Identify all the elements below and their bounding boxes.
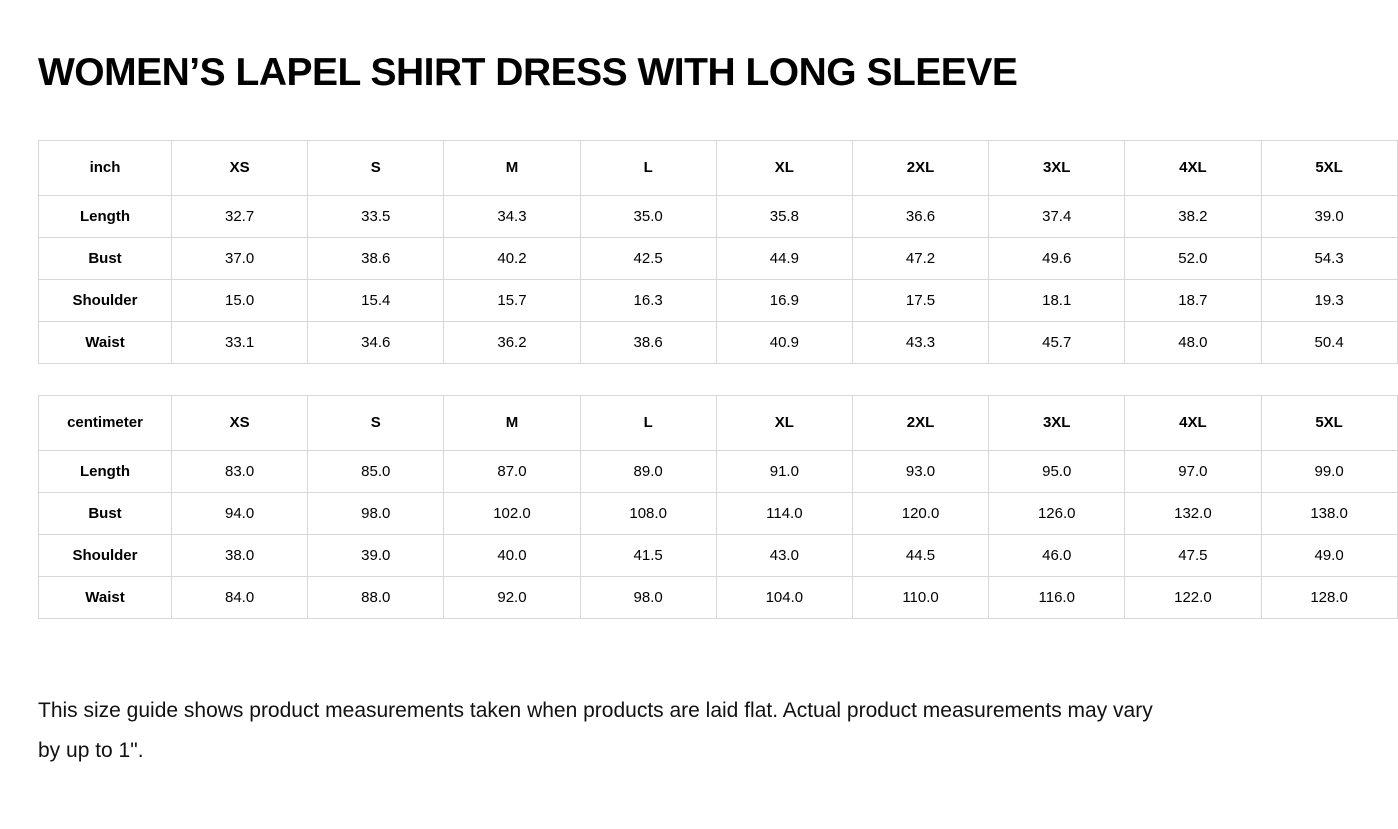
cell: 102.0: [444, 492, 580, 534]
cell: 46.0: [989, 534, 1125, 576]
cell: 47.2: [852, 237, 988, 279]
table-row: [39, 195, 1398, 237]
table-row: [39, 237, 1398, 279]
cell: 104.0: [716, 576, 852, 618]
cell: 44.9: [716, 237, 852, 279]
cell: 40.9: [716, 321, 852, 363]
unit-header-centimeter: centimeter: [39, 395, 172, 450]
cell: 87.0: [444, 450, 580, 492]
cell: 92.0: [444, 576, 580, 618]
cell: 40.0: [444, 534, 580, 576]
cell: 43.3: [852, 321, 988, 363]
size-header-xs: XS: [172, 140, 308, 195]
unit-header-inch: inch: [39, 140, 172, 195]
row-label-length: Length: [39, 195, 172, 237]
row-label-bust: Bust: [39, 237, 172, 279]
size-header-xl: XL: [716, 395, 852, 450]
cell: 37.4: [989, 195, 1125, 237]
cell: 41.5: [580, 534, 716, 576]
row-label-length: Length: [39, 450, 172, 492]
table-row: [39, 321, 1398, 363]
cell: 18.7: [1125, 279, 1261, 321]
size-header-2xl: 2XL: [852, 140, 988, 195]
table-header-row: [39, 140, 1398, 195]
cell: 18.1: [989, 279, 1125, 321]
cell: 97.0: [1125, 450, 1261, 492]
cell: 15.0: [172, 279, 308, 321]
cell: 33.5: [308, 195, 444, 237]
cell: 49.6: [989, 237, 1125, 279]
cell: 88.0: [308, 576, 444, 618]
cell: 39.0: [308, 534, 444, 576]
cell: 84.0: [172, 576, 308, 618]
table-header-row: [39, 395, 1398, 450]
cell: 15.4: [308, 279, 444, 321]
cell: 83.0: [172, 450, 308, 492]
inch-table-container: [38, 140, 1344, 364]
cell: 39.0: [1261, 195, 1397, 237]
table-header-centimeter: [39, 395, 1398, 450]
cell: 50.4: [1261, 321, 1397, 363]
table-row: [39, 576, 1398, 618]
cell: 40.2: [444, 237, 580, 279]
cell: 126.0: [989, 492, 1125, 534]
cell: 19.3: [1261, 279, 1397, 321]
size-table-inch: [38, 140, 1398, 364]
table-header-inch: [39, 140, 1398, 195]
cell: 36.6: [852, 195, 988, 237]
cell: 35.8: [716, 195, 852, 237]
cell: 38.6: [580, 321, 716, 363]
cell: 98.0: [580, 576, 716, 618]
cell: 47.5: [1125, 534, 1261, 576]
size-header-2xl: 2XL: [852, 395, 988, 450]
size-header-3xl: 3XL: [989, 395, 1125, 450]
size-header-l: L: [580, 140, 716, 195]
cell: 52.0: [1125, 237, 1261, 279]
cell: 32.7: [172, 195, 308, 237]
table-row: [39, 450, 1398, 492]
cell: 17.5: [852, 279, 988, 321]
size-header-3xl: 3XL: [989, 140, 1125, 195]
cell: 99.0: [1261, 450, 1397, 492]
size-header-xl: XL: [716, 140, 852, 195]
cell: 114.0: [716, 492, 852, 534]
size-header-s: S: [308, 395, 444, 450]
cell: 37.0: [172, 237, 308, 279]
cell: 98.0: [308, 492, 444, 534]
cell: 108.0: [580, 492, 716, 534]
cell: 91.0: [716, 450, 852, 492]
cell: 120.0: [852, 492, 988, 534]
cell: 89.0: [580, 450, 716, 492]
cell: 42.5: [580, 237, 716, 279]
size-header-m: M: [444, 140, 580, 195]
row-label-bust: Bust: [39, 492, 172, 534]
cell: 35.0: [580, 195, 716, 237]
cell: 34.6: [308, 321, 444, 363]
cell: 48.0: [1125, 321, 1261, 363]
cell: 49.0: [1261, 534, 1397, 576]
cell: 94.0: [172, 492, 308, 534]
cell: 16.3: [580, 279, 716, 321]
size-header-l: L: [580, 395, 716, 450]
cell: 138.0: [1261, 492, 1397, 534]
table-row: [39, 492, 1398, 534]
size-header-xs: XS: [172, 395, 308, 450]
row-label-shoulder: Shoulder: [39, 279, 172, 321]
cell: 85.0: [308, 450, 444, 492]
size-header-4xl: 4XL: [1125, 395, 1261, 450]
cell: 132.0: [1125, 492, 1261, 534]
size-header-s: S: [308, 140, 444, 195]
page-title: WOMEN’S LAPEL SHIRT DRESS WITH LONG SLEEVE: [38, 51, 1018, 94]
cell: 95.0: [989, 450, 1125, 492]
row-label-waist: Waist: [39, 321, 172, 363]
table-body-inch: [39, 195, 1398, 363]
cell: 44.5: [852, 534, 988, 576]
centimeter-table-container: [38, 395, 1348, 619]
table-row: [39, 534, 1398, 576]
cell: 54.3: [1261, 237, 1397, 279]
cell: 43.0: [716, 534, 852, 576]
cell: 34.3: [444, 195, 580, 237]
cell: 45.7: [989, 321, 1125, 363]
size-header-5xl: 5XL: [1261, 140, 1397, 195]
table-body-centimeter: [39, 450, 1398, 618]
size-header-4xl: 4XL: [1125, 140, 1261, 195]
cell: 110.0: [852, 576, 988, 618]
cell: 122.0: [1125, 576, 1261, 618]
cell: 36.2: [444, 321, 580, 363]
size-header-5xl: 5XL: [1261, 395, 1397, 450]
table-row: [39, 279, 1398, 321]
row-label-waist: Waist: [39, 576, 172, 618]
cell: 16.9: [716, 279, 852, 321]
row-label-shoulder: Shoulder: [39, 534, 172, 576]
cell: 128.0: [1261, 576, 1397, 618]
cell: 38.6: [308, 237, 444, 279]
cell: 38.0: [172, 534, 308, 576]
cell: 38.2: [1125, 195, 1261, 237]
size-table-centimeter: [38, 395, 1398, 619]
size-header-m: M: [444, 395, 580, 450]
cell: 33.1: [172, 321, 308, 363]
cell: 116.0: [989, 576, 1125, 618]
size-guide-note: This size guide shows product measurements taken when products are laid flat. Actual product measurements may vary by up to 1".: [38, 698, 1153, 762]
cell: 15.7: [444, 279, 580, 321]
cell: 93.0: [852, 450, 988, 492]
